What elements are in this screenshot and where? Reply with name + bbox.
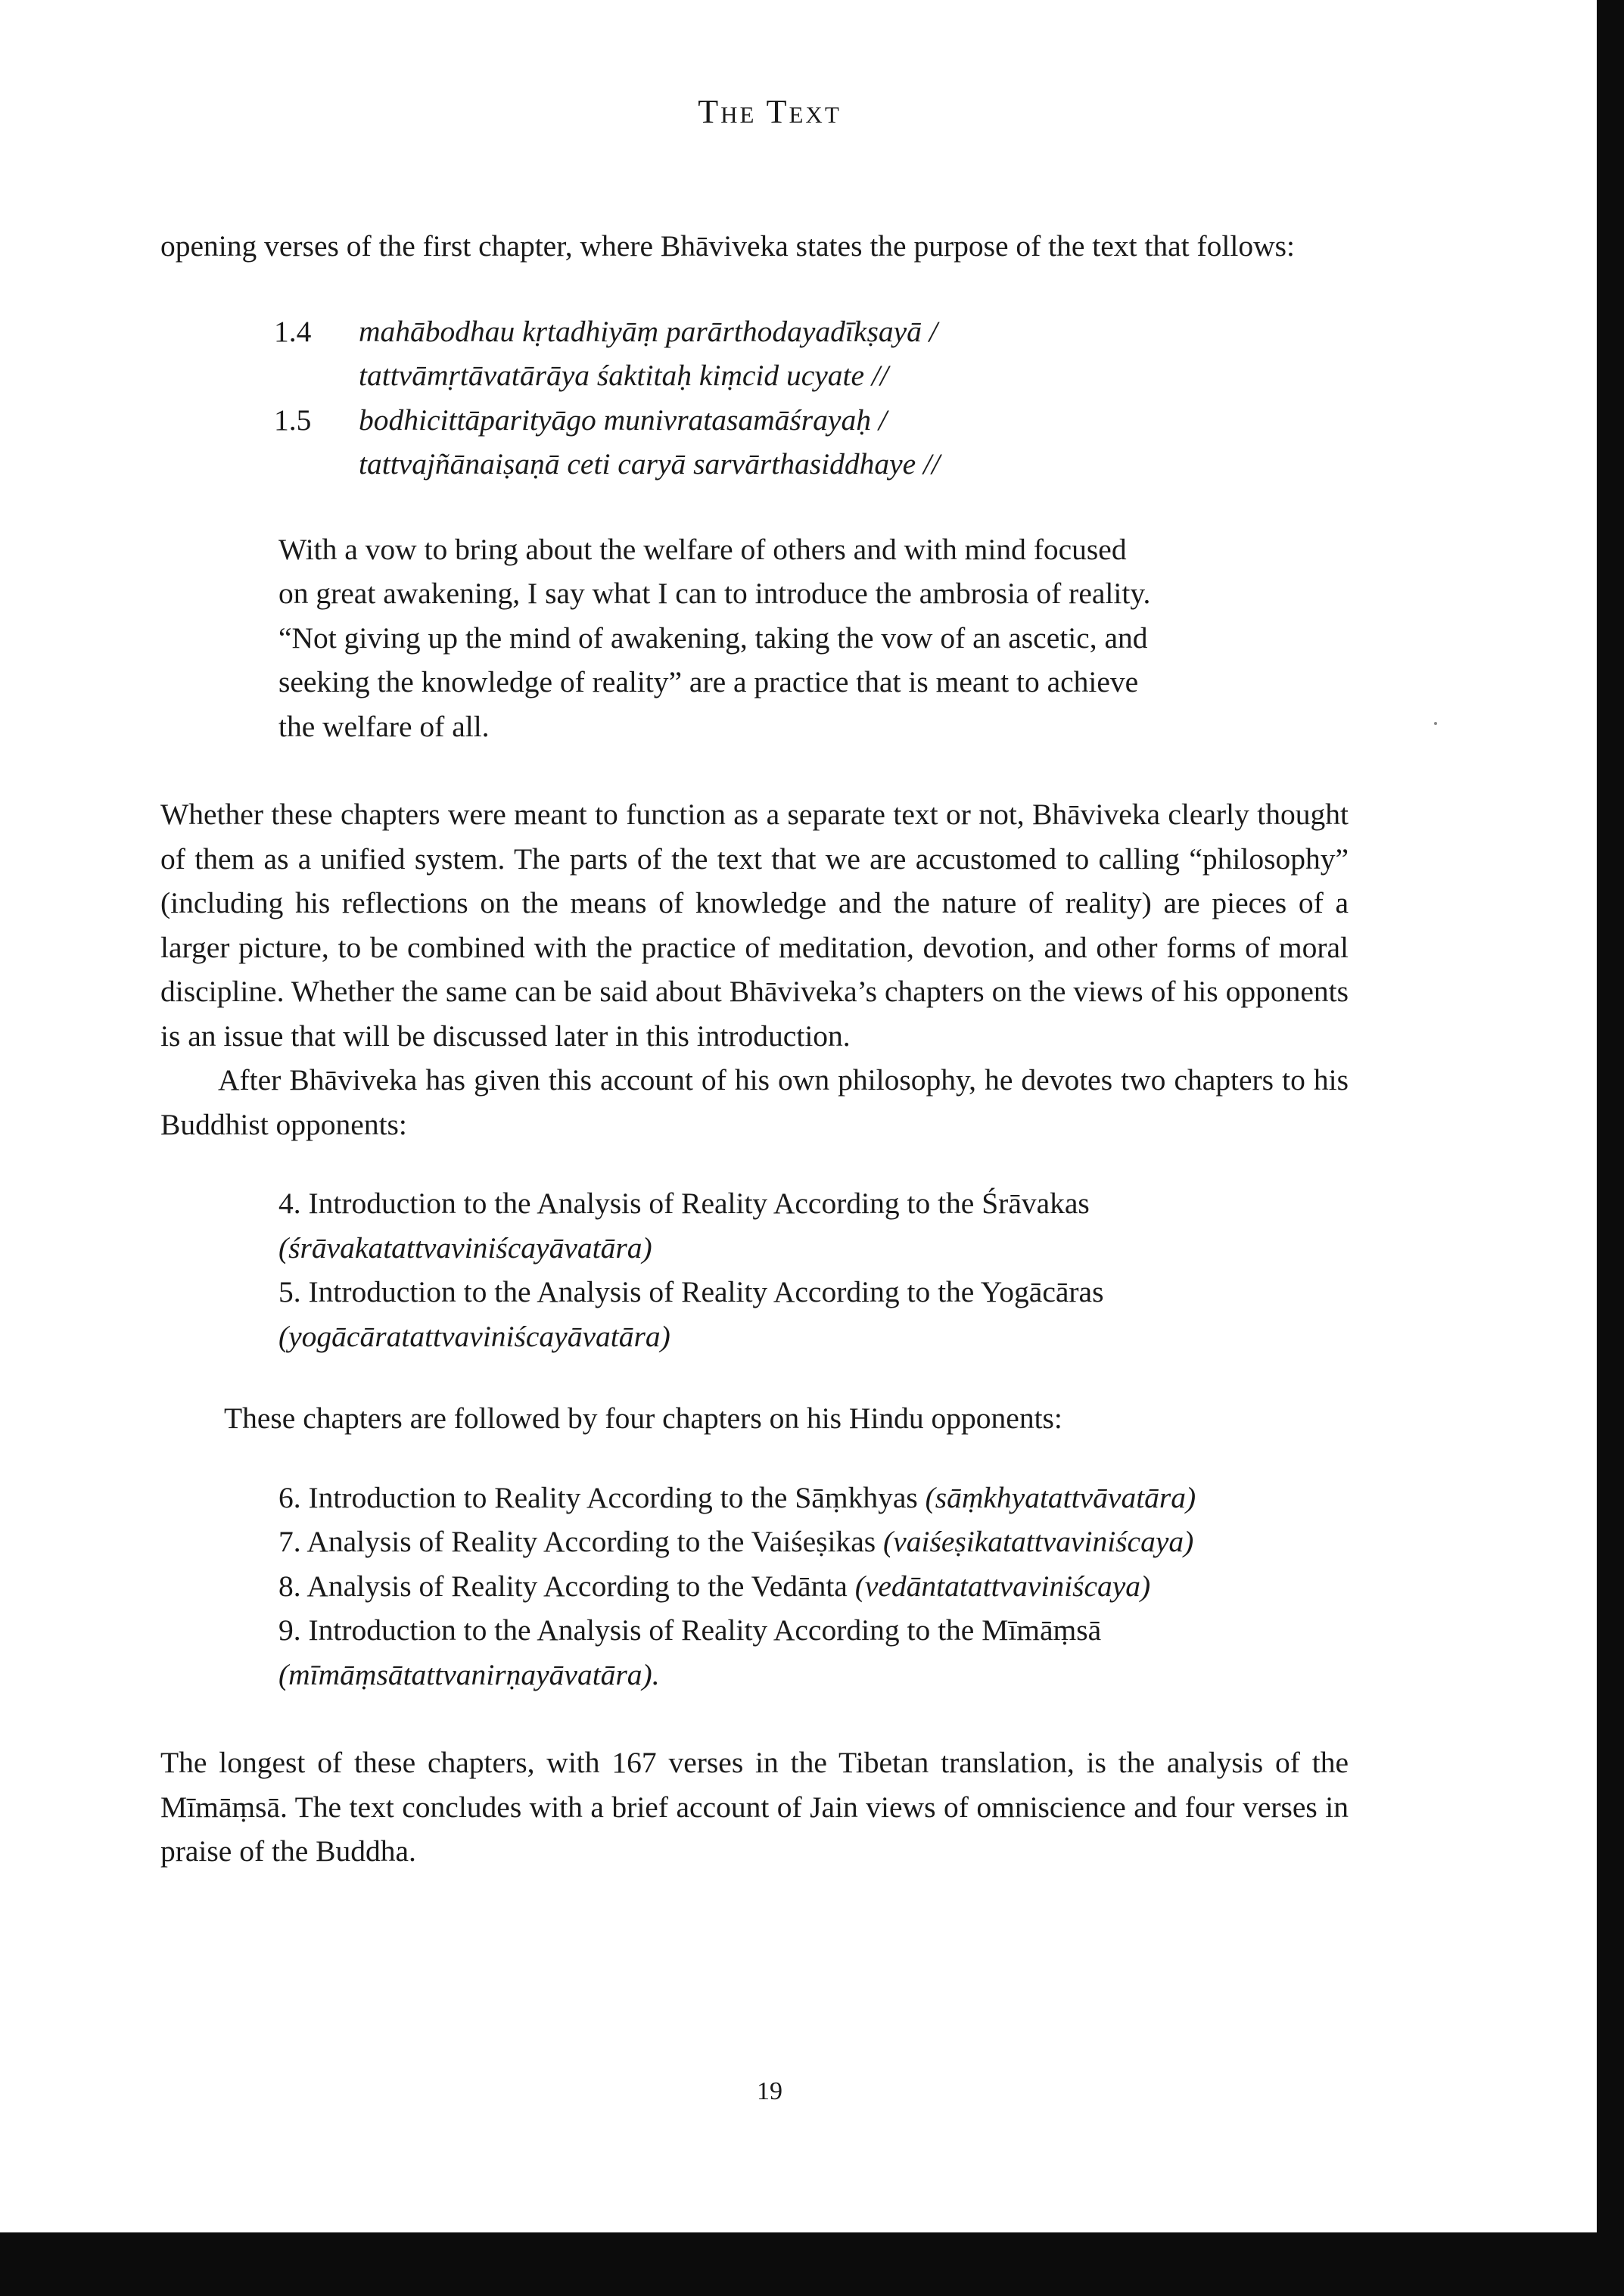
translation-line: With a vow to bring about the welfare of others and with mind focused [278, 532, 1127, 566]
verse-text: bodhicittāparityāgo munivratasamāśrayaḥ / [359, 403, 887, 437]
chapter-title: 5. Introduction to the Analysis of Reality According to the Yogācāras [278, 1275, 1104, 1308]
chapter-sanskrit: (yogācāratattvaviniścayāvatāra) [278, 1319, 670, 1353]
body-paragraph: After Bhāviveka has given this account of his own philosophy, he devotes two chapters to his Buddhist opponents: [160, 1063, 1349, 1141]
chapter-entry [278, 1520, 1349, 1564]
body-paragraph: The longest of these chapters, with 167 verses in the Tibetan translation, is the analysis of the Mīmāṃsā. The text concludes with a brief account of Jain views of omniscience and four verses in praise of the Buddha. [160, 1746, 1349, 1868]
hindu-chapter-list [278, 1476, 1349, 1697]
page-number: 19 [757, 2077, 782, 2105]
verse-line [274, 353, 1349, 398]
chapter-sanskrit: (vaiśeṣikatattvaviniścaya) [883, 1525, 1194, 1558]
verse-text: tattvajñānaiṣaṇā ceti caryā sarvārthasiddhaye // [359, 447, 940, 481]
chapter-title: 8. Analysis of Reality According to the Vedānta [278, 1569, 848, 1603]
chapter-title: 4. Introduction to the Analysis of Reality According to the Śrāvakas [278, 1187, 1090, 1220]
verse-number: 1.5 [274, 403, 312, 437]
verse-number: 1.4 [274, 314, 312, 348]
translation-line: on great awakening, I say what I can to introduce the ambrosia of reality. [278, 577, 1151, 610]
verse-line [274, 310, 1349, 354]
chapter-sanskrit: (mīmāṃsātattvanirṇayāvatāra). [278, 1657, 660, 1691]
verse-translation [278, 527, 1258, 749]
scan-edge-bottom [0, 2232, 1624, 2296]
page-body [160, 224, 1349, 1874]
verse-text: tattvāmṛtāvatārāya śaktitaḥ kiṃcid ucyate // [359, 359, 888, 392]
translation-line: the welfare of all. [278, 709, 490, 743]
translation-line: “Not giving up the mind of awakening, taking the vow of an ascetic, and [278, 621, 1148, 655]
buddhist-chapter-list [278, 1181, 1349, 1358]
chapter-sanskrit: (śrāvakatattvaviniścayāvatāra) [278, 1230, 652, 1265]
verse-line [274, 398, 1349, 443]
scan-speck [1434, 722, 1437, 725]
body-paragraph: Whether these chapters were meant to function as a separate text or not, Bhāviveka clearly thought of them as a unified system. The parts of the text that we are accustomed to calling “philosophy” (including his reflections on the means of knowledge and the nature of reality) are pieces of a larger picture, to be combined with the practice of meditation, devotion, and other forms of moral discipline. Whether the same can be said about Bhāviveka’s chapters on the views of his opponents is an issue that will be discussed later in this introduction. [160, 798, 1349, 1053]
chapter-entry [278, 1564, 1349, 1609]
chapter-sanskrit: (sāṃkhyatattvāvatāra) [925, 1480, 1196, 1514]
scan-edge-right [1597, 0, 1624, 2232]
running-head: The Text [698, 93, 842, 130]
chapter-entry [278, 1476, 1349, 1520]
chapter-title: 6. Introduction to Reality According to the Sāṃkhyas [278, 1480, 918, 1514]
verse-line [274, 442, 1349, 487]
chapter-sanskrit: (vedāntatattvaviniścaya) [854, 1569, 1151, 1603]
intro-paragraph: opening verses of the first chapter, where Bhāviveka states the purpose of the text that follows: [160, 229, 1295, 263]
sanskrit-verses [274, 310, 1349, 487]
body-paragraph: These chapters are followed by four chapters on his Hindu opponents: [224, 1402, 1062, 1435]
translation-line: seeking the knowledge of reality” are a practice that is meant to achieve [278, 665, 1139, 698]
chapter-title: 9. Introduction to the Analysis of Reality According to the Mīmāṃsā [278, 1613, 1102, 1647]
chapter-title: 7. Analysis of Reality According to the Vaiśeṣikas [278, 1525, 876, 1558]
verse-text: mahābodhau kṛtadhiyāṃ parārthodayadīkṣayā / [359, 314, 938, 348]
